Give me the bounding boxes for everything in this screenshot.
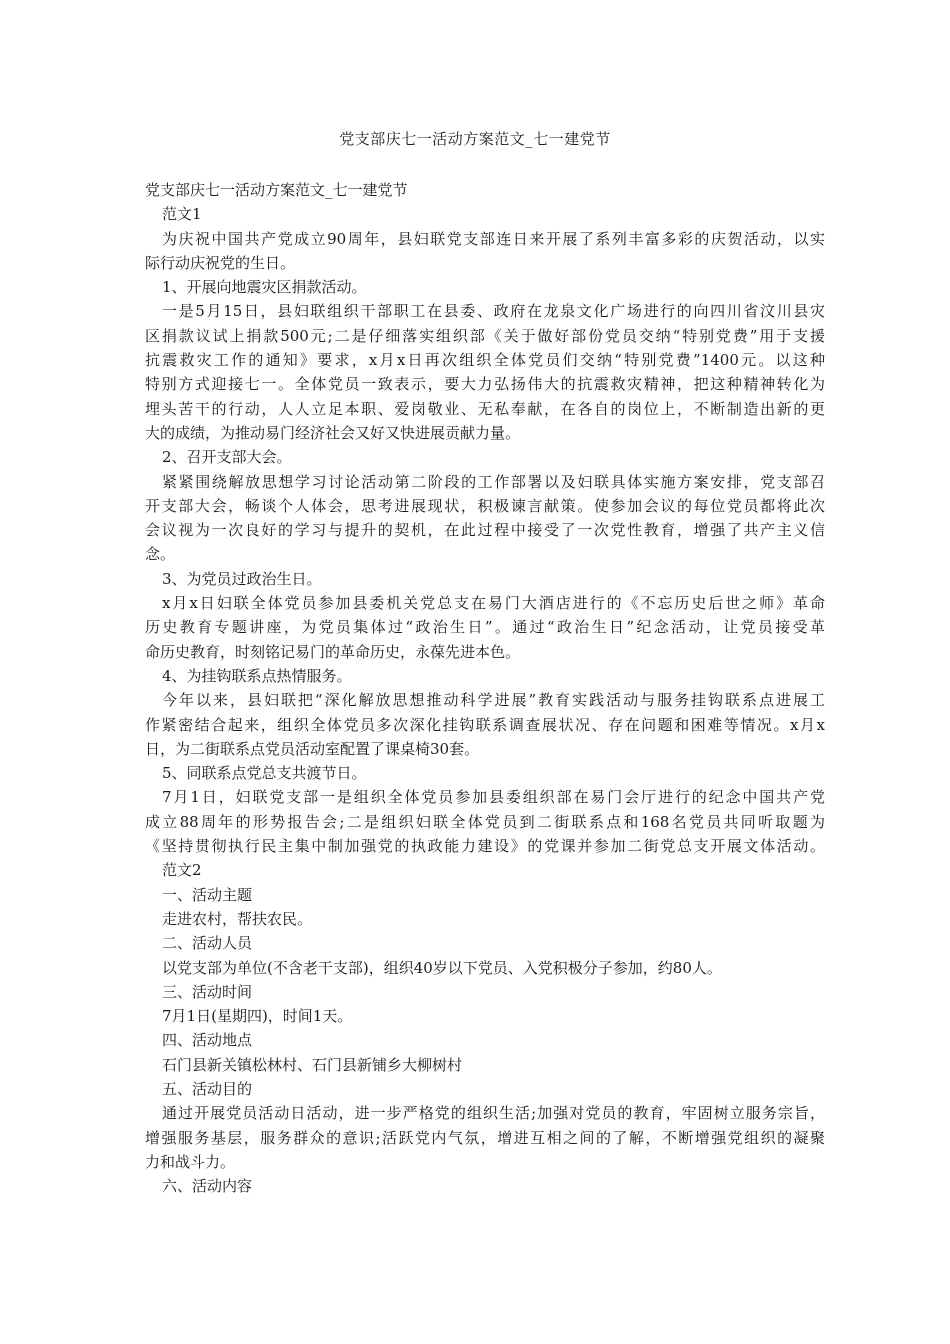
text-line: 以党支部为单位(不含老干支部)，组织40岁以下党员、入党积极分子参加，约80人。: [162, 958, 722, 977]
text-line: 4、为挂钩联系点热情服务。: [162, 666, 352, 685]
text-line: 今年以来，县妇联把“深化解放思想推动科学进展”教育实践活动与服务挂钩联系点进展工: [162, 691, 825, 710]
text-line: 3、为党员过政治生日。: [162, 569, 322, 588]
text-line: 7月1日，妇联党支部一是组织全体党员参加县委组织部在易门会厅进行的纪念中国共产党: [162, 788, 825, 807]
text-line: 历史教育专题讲座，为党员集体过“政治生日”。通过“政治生日”纪念活动，让党员接受革: [145, 618, 825, 637]
text-line: 会议视为一次良好的学习与提升的契机，在此过程中接受了一次党性教育，增强了共产主义信: [145, 521, 825, 540]
page-title: 党支部庆七一活动方案范文_七一建党节: [339, 130, 611, 148]
text-line: 通过开展党员活动日活动，进一步严格党的组织生活;加强对党员的教育，牢固树立服务宗旨，: [162, 1104, 825, 1123]
text-line: 一、活动主题: [162, 885, 253, 904]
text-line: 石门县新关镇松林村、石门县新铺乡大柳树村: [162, 1055, 463, 1074]
text-line: 成立88周年的形势报告会;二是组织妇联全体党员到二街联系点和168名党员共同听取题为: [145, 812, 825, 831]
text-line: 党支部庆七一活动方案范文_七一建党节: [145, 181, 408, 199]
text-line: 四、活动地点: [162, 1031, 253, 1050]
text-line: 二、活动人员: [162, 934, 253, 953]
text-line: 范文2: [162, 861, 202, 880]
text-line: 为庆祝中国共产党成立90周年，县妇联党支部连日来开展了系列丰富多彩的庆贺活动，以实: [162, 229, 825, 248]
text-line: 日，为二街联系点党员活动室配置了课桌椅30套。: [145, 739, 480, 758]
text-line: 增强服务基层，服务群众的意识;活跃党内气氛，增进互相之间的了解，不断增强党组织的凝聚: [145, 1128, 825, 1147]
text-line: 《坚持贯彻执行民主集中制加强党的执政能力建设》的党课并参加二街党总支开展文体活动。: [145, 837, 825, 856]
text-line: 范文1: [162, 205, 202, 224]
text-line: 2、召开支部大会。: [162, 448, 292, 467]
text-line: 一是5月15日，县妇联组织干部职工在县委、政府在龙泉文化广场进行的向四川省汶川县灾: [162, 302, 825, 321]
text-line: 区捐款议试上捐款500元;二是仔细落实组织部《关于做好部份党员交纳“特别党费”用于支援: [145, 326, 825, 345]
text-line: 念。: [145, 545, 176, 564]
text-line: 抗震救灾工作的通知》要求，x月x日再次组织全体党员们交纳“特别党费”1400元。以这种: [145, 351, 825, 370]
text-line: 开支部大会，畅谈个人体会，思考进展现状，积极谏言献策。使参加会议的每位党员都将此次: [145, 496, 825, 515]
text-line: 六、活动内容: [162, 1177, 253, 1196]
text-line: 走进农村，帮扶农民。: [162, 909, 313, 928]
document-body: [145, 178, 825, 1198]
text-line: 大的成绩，为推动易门经济社会又好又快进展贡献力量。: [145, 423, 521, 442]
text-line: 5、同联系点党总支共渡节日。: [162, 764, 367, 783]
text-line: 力和战斗力。: [145, 1152, 236, 1171]
text-line: x月x日妇联全体党员参加县委机关党总支在易门大酒店进行的《不忘历史后世之师》革命: [162, 594, 825, 613]
text-line: 命历史教育，时刻铭记易门的革命历史，永葆先进本色。: [145, 642, 521, 661]
text-line: 7月1日(星期四)，时间1天。: [162, 1007, 353, 1026]
text-line: 三、活动时间: [162, 982, 253, 1001]
text-line: 作紧密结合起来，组织全体党员多次深化挂钩联系调查展状况、存在问题和困难等情况。x月x: [145, 715, 825, 734]
text-line: 特别方式迎接七一。全体党员一致表示，要大力弘扬伟大的抗震救灾精神，把这种精神转化为: [145, 375, 825, 394]
text-line: 紧紧围绕解放思想学习讨论活动第二阶段的工作部署以及妇联具体实施方案安排，党支部召: [162, 472, 825, 491]
text-line: 际行动庆祝党的生日。: [145, 253, 296, 272]
text-line: 1、开展向地震灾区捐款活动。: [162, 278, 367, 297]
text-line: 埋头苦干的行动，人人立足本职、爱岗敬业、无私奉献，在各自的岗位上，不断制造出新的更: [145, 399, 825, 418]
text-line: 五、活动目的: [162, 1079, 253, 1098]
